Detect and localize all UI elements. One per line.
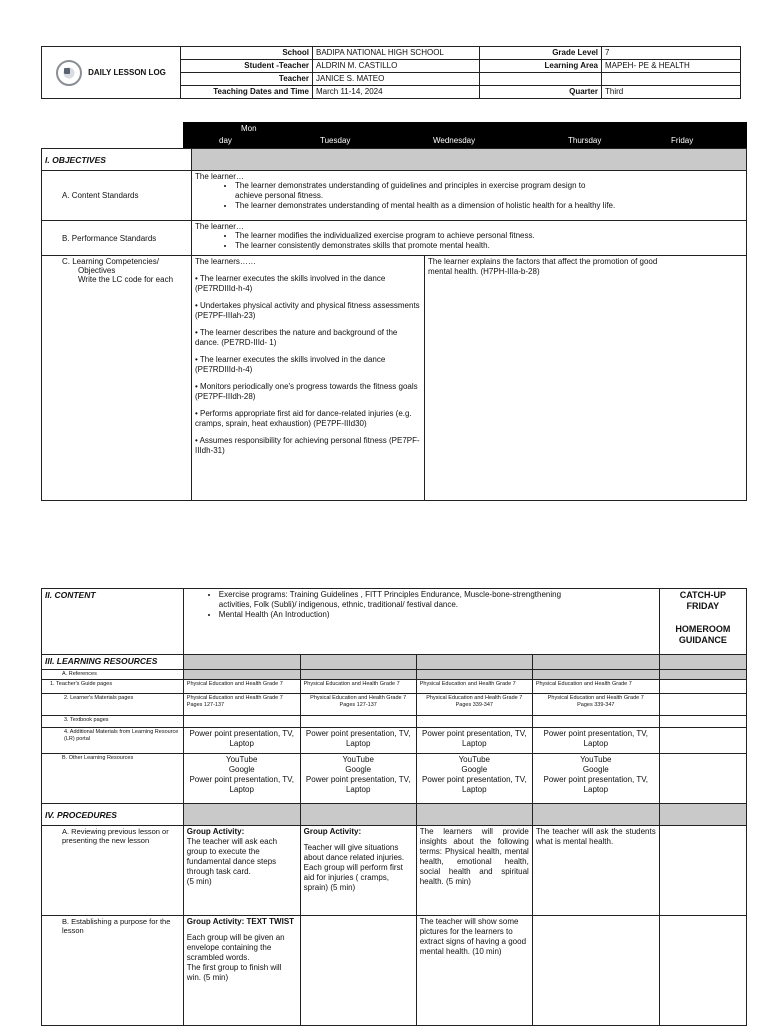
grade-level-label: Grade Level [480,47,602,60]
additional-materials-value: Power point presentation, TV, Laptop [183,728,300,754]
friday-cell [659,589,746,655]
school-label: School [181,47,313,60]
other-resources-value: YouTube Google Power point presentation, TV, Laptop [532,754,659,804]
additional-materials-value: Power point presentation, TV, Laptop [532,728,659,754]
teachers-guide-value: Physical Education and Health Grade 7 [532,680,659,694]
content-standard-item: • The learner demonstrates understanding of guidelines and principles in exercise program design to achieve personal fitness. [235,181,743,201]
learners-materials-label: 2. Learner's Materials pages [42,694,184,716]
learning-area-label: Learning Area [480,60,602,73]
lm-pages: Pages 339-347 [577,702,615,708]
logo-cell [42,47,181,99]
procedures-fill [300,804,416,826]
empty-cell [300,916,416,1026]
objectives-header-fill [192,149,747,171]
other-resources-value: YouTube Google Power point presentation, TV, Laptop [416,754,532,804]
empty-cell [659,916,746,1026]
grade-level-value: 7 [602,47,741,60]
resources-fill [416,655,532,670]
additional-materials-value: Power point presentation, TV, Laptop [300,728,416,754]
purpose-wednesday-text: The teacher will show some pictures for the learners to extract signs of having a good mental health. (10 min) [416,916,532,1026]
procedures-title-cell [42,804,184,826]
empty-cell [183,716,300,728]
objectives-table [41,148,747,501]
content-item: • Mental Health (An Introduction) [219,610,656,620]
textbook-pages-label: 3. Textbook pages [42,716,184,728]
references-label: A. References [42,670,184,680]
review-wednesday-text: The learners will provide insights about the following terms: Physical health, mental health, emotional health, social health and spiritual health. (5 min) [416,826,532,916]
empty-cell [659,826,746,916]
competency-item: • Assumes responsibility for achieving personal fitness (PE7PF-IIIdh-31) [195,436,420,455]
resources-fill [183,655,300,670]
resources-title-cell [42,655,184,670]
objectives-title: I. OBJECTIVES [45,154,106,165]
procedures-fill [416,804,532,826]
competencies-pe-cell [192,256,425,501]
competency-health-item: The learner explains the factors that affect the promotion of good mental health. (H7PH-IIIa-b-28) [428,257,658,276]
competencies-label-2: Objectives [78,266,116,275]
content-item: • Exercise programs: Training Guidelines , FITT Principles Endurance, Muscle-bone-strengthening activities, Folk (Subli)/ indigenous, ethnic, traditional/ festival dance. [219,590,656,610]
additional-materials-label: 4. Additional Materials from Learning Resource (LR) portal [42,728,184,754]
quarter-label: Quarter [480,86,602,99]
review-monday-cell [183,826,300,916]
dates-value: March 11-14, 2024 [313,86,480,99]
resources-fill [659,655,746,670]
student-teacher-label: Student -Teacher [181,60,313,73]
empty-cell [416,716,532,728]
teachers-guide-value: Physical Education and Health Grade 7 [300,680,416,694]
competency-item: • Monitors periodically one's progress towards the fitness goals (PE7PF-IIIdh-28) [195,382,418,401]
blank-value [602,73,741,86]
review-monday-text: The teacher will ask each group to execute the fundamental dance steps through task card. (5 min) [186,837,278,886]
resources-fill [532,655,659,670]
purpose-lesson-label: B. Establishing a purpose for the lesson [42,916,184,1026]
competencies-label: C. Learning Competencies/ [62,257,159,266]
days-header-bar [183,122,747,148]
procedures-fill [659,804,746,826]
quarter-value: Third [602,86,741,99]
performance-standard-item: • The learner modifies the individualized exercise program to achieve personal fitness. [235,231,743,241]
deped-seal-icon [56,60,82,86]
content-title: II. CONTENT [45,590,96,600]
empty-cell [300,716,416,728]
procedures-title: IV. PROCEDURES [45,809,117,820]
teacher-value: JANICE S. MATEO [313,73,480,86]
review-tuesday-text: Teacher will give situations about dance related injuries. Each group will perform first aid for injuries ( cramps, sprain) (5 min) [303,843,405,892]
learners-materials-value [416,694,532,716]
content-title-cell [42,589,184,655]
empty-cell [532,916,659,1026]
empty-cell [659,694,746,716]
review-monday-title: Group Activity: [186,827,245,836]
competency-item: • The learner executes the skills involved in the dance (PE7RDIIId-h-4) [195,355,386,374]
performance-standards-cell [192,221,747,256]
school-value: BADIPA NATIONAL HIGH SCHOOL [313,47,480,60]
teachers-guide-value: Physical Education and Health Grade 7 [416,680,532,694]
purpose-monday-text: Each group will be given an envelope containing the scrambled words. The first group to finish will win. (5 min) [186,933,285,982]
review-thursday-text: The teacher will ask the students what is mental health. [532,826,659,916]
lm-pages: Pages 127-137 [186,702,225,708]
learners-materials-value [183,694,300,716]
header-table [41,46,741,99]
resources-title: III. LEARNING RESOURCES [45,656,158,666]
empty-cell [659,754,746,804]
day-tuesday: Tuesday [320,136,351,145]
competencies-label-3: Write the LC code for each [78,275,174,284]
other-resources-label: B. Other Learning Resources [42,754,184,804]
review-tuesday-cell [300,826,416,916]
references-fill [300,670,416,680]
empty-cell [659,680,746,694]
review-tuesday-title: Group Activity: [303,827,362,836]
document-title: DAILY LESSON LOG [88,67,166,77]
day-thursday: Thursday [568,136,602,145]
lm-title: Physical Education and Health Grade 7 [426,695,523,701]
competencies-label-cell [42,256,192,501]
day-friday: Friday [671,136,694,145]
review-lesson-label: A. Reviewing previous lesson or presenting the new lesson [42,826,184,916]
lm-title: Physical Education and Health Grade 7 [547,695,644,701]
homeroom-guidance: HOMEROOM GUIDANCE [675,624,731,645]
catch-up-friday: CATCH-UP FRIDAY [679,590,727,611]
lm-title: Physical Education and Health Grade 7 [310,695,407,701]
learners-materials-value [300,694,416,716]
performance-standards-label: B. Performance Standards [42,221,192,256]
references-fill [183,670,300,680]
lm-pages: Pages 127-137 [339,702,377,708]
lm-pages: Pages 339-347 [455,702,493,708]
performance-standard-item: • The learner consistently demonstrates skills that promote mental health. [235,241,743,251]
references-fill [416,670,532,680]
performance-standards-intro: The learner… [195,222,244,231]
other-resources-value: YouTube Google Power point presentation, TV, Laptop [183,754,300,804]
resources-fill [300,655,416,670]
content-standards-cell [192,171,747,221]
dates-label: Teaching Dates and Time [181,86,313,99]
content-resources-procedures-table [41,588,747,1026]
learners-materials-value [532,694,659,716]
content-standard-item: • The learner demonstrates understanding of mental health as a dimension of holistic health for a healthy life. [235,201,743,211]
teachers-guide-label: 1. Teacher's Guide pages [42,680,184,694]
content-standards-intro: The learner… [195,172,244,181]
procedures-fill [183,804,300,826]
day-wednesday: Wednesday [433,136,476,145]
learning-area-value: MAPEH- PE & HEALTH [602,60,741,73]
procedures-fill [532,804,659,826]
additional-materials-value: Power point presentation, TV, Laptop [416,728,532,754]
purpose-monday-title: Group Activity: TEXT TWIST [186,917,295,926]
other-resources-value: YouTube Google Power point presentation, TV, Laptop [300,754,416,804]
blank-label [480,73,602,86]
lm-title: Physical Education and Health Grade 7 [186,695,283,701]
empty-cell [659,728,746,754]
competencies-intro: The learners…… [195,257,256,266]
teachers-guide-value: Physical Education and Health Grade 7 [183,680,300,694]
teacher-label: Teacher [181,73,313,86]
competencies-health-cell [425,256,747,501]
student-teacher-value: ALDRIN M. CASTILLO [313,60,480,73]
day-monday-part2: day [219,136,232,145]
empty-cell [532,716,659,728]
competency-item: • Performs appropriate first aid for dance-related injuries (e.g. cramps, sprain, heat exhaustion) (PE7PF-IIId30) [195,409,412,428]
day-monday-part1: Mon [241,124,257,133]
references-fill [659,670,746,680]
content-cell [183,589,659,655]
competency-item: • The learner executes the skills involved in the dance (PE7RDIIId-h-4) [195,274,386,293]
competency-item: • The learner describes the nature and background of the dance. (PE7RD-IIId- 1) [195,328,398,347]
content-standards-label: A. Content Standards [42,171,192,221]
references-fill [532,670,659,680]
purpose-monday-cell [183,916,300,1026]
empty-cell [659,716,746,728]
competency-item: • Undertakes physical activity and physical fitness assessments (PE7PF-IIIah-23) [195,301,420,320]
